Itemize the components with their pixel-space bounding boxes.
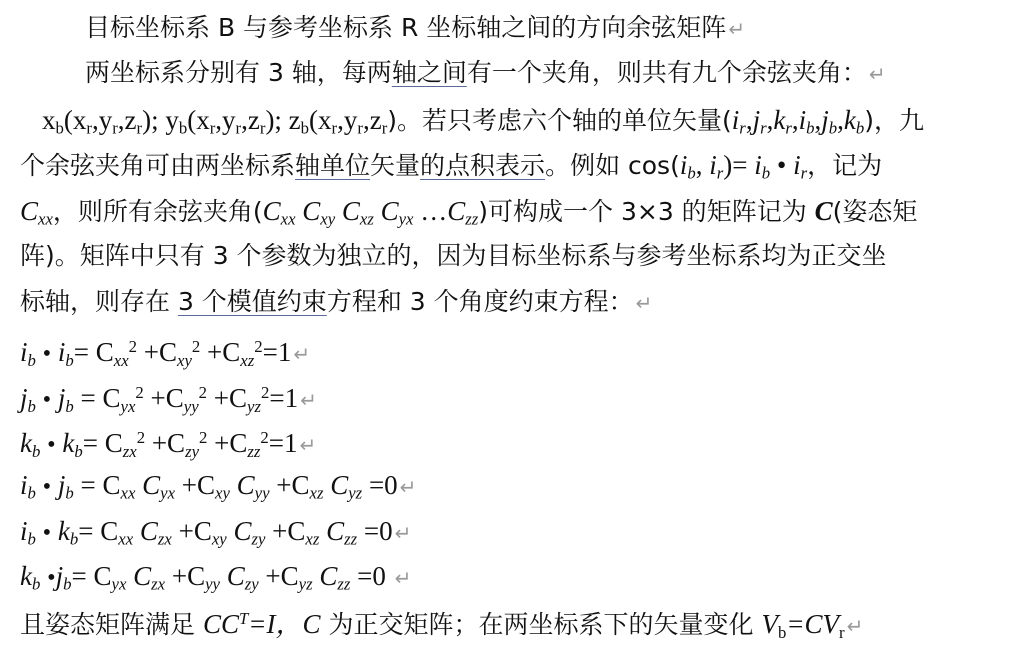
paragraph-line: 阵)。矩阵中只有 3 个参数为独立的，因为目标坐标系与参考坐标系均为正交坐: [20, 241, 887, 270]
paragraph-mark-icon: ↵: [300, 388, 317, 413]
underlined-term: 轴之间: [391, 58, 467, 87]
paragraph-line: 标轴，则存在 3 个模值约束方程和 3 个角度约束方程： ↵: [20, 287, 653, 316]
paragraph-line: $C_{xx}$，则所有余弦夹角($C_{xx}$ $C_{xy}$ $C_{xz}$ $C_{yx}$ $\dots C_{zz}$)可构成一个 3×3 的矩阵记为 C(姿态矩: [20, 196, 918, 229]
paragraph-mark-icon: ↵: [728, 17, 746, 41]
paragraph-title-line: [85, 9, 745, 47]
paragraph-mark-icon: ↵: [394, 521, 412, 545]
paragraph-mark-icon: ↵: [394, 566, 412, 590]
paragraph-line: 且姿态矩阵满足 $CC^T=I$，C 为正交矩阵；在两坐标系下的矢量变化 $V_b=CV_r$ ↵: [20, 609, 864, 642]
underlined-term: 轴单位: [295, 151, 371, 180]
paragraph-line: $x_b(x_r,y_r,z_r)$; $y_b(x_r,y_r,z_r)$; $z_b(x_r,y_r,z_r)$。若只考虑六个轴的单位矢量$(i_r,j_r,k_r,i_b,j_b,k_b)$，九: [42, 105, 924, 138]
underlined-term: 3 个模值约束: [177, 287, 327, 316]
paragraph-mark-icon: ↵: [846, 614, 864, 639]
equation-line: $k_b$ $•j_b= C_{yx}$ $C_{zx} +C_{yy}$ $C_{zy} +C_{yz}$ $C_{zz} =0$ ↵: [20, 561, 412, 594]
equation-line: $i_b$ • $j_b = C_{xx}$ $C_{yx} +C_{xy}$ $C_{yy} +C_{xz}$ $C_{yz} =0$ ↵: [20, 470, 417, 503]
paragraph-mark-icon: ↵: [399, 475, 417, 499]
paragraph-mark-icon: ↵: [635, 291, 653, 315]
equation-line: $i_b$ • $k_b= C_{xx}$ $C_{zx} +C_{xy}$ $C_{zy} +C_{xz}$ $C_{zz} =0$ ↵: [20, 516, 412, 549]
equation-line: $i_b$ • $i_b= C_{xx}^2 +C_{xy}^2 +C_{xz}^2=1$ ↵: [20, 337, 311, 370]
underlined-term: 的点积表示: [420, 151, 546, 180]
paragraph-mark-icon: ↵: [299, 433, 317, 458]
equation-line: $k_b$ • $k_b= C_{zx}^2 +C_{zy}^2 +C_{zz}^2=1$ ↵: [20, 428, 317, 461]
paragraph-mark-icon: ↵: [293, 342, 311, 367]
paragraph-line: 两坐标系分别有 3 轴，每两轴之间有一个夹角，则共有九个余弦夹角： ↵: [85, 58, 886, 87]
paragraph-mark-icon: ↵: [868, 62, 886, 86]
paragraph-line: 个余弦夹角可由两坐标系轴单位矢量的点积表示。例如 $\cos(i_b$, $i_r)= i_b$ • $i_r$，记为: [20, 150, 883, 183]
text-run: 目标坐标系 B 与参考坐标系 R 坐标轴之间的方向余弦矩阵: [85, 13, 727, 42]
equation-line: $j_b$ • $j_b = C_{yx}^2 +C_{yy}^2 +C_{yz}^2=1$ ↵: [20, 383, 317, 416]
